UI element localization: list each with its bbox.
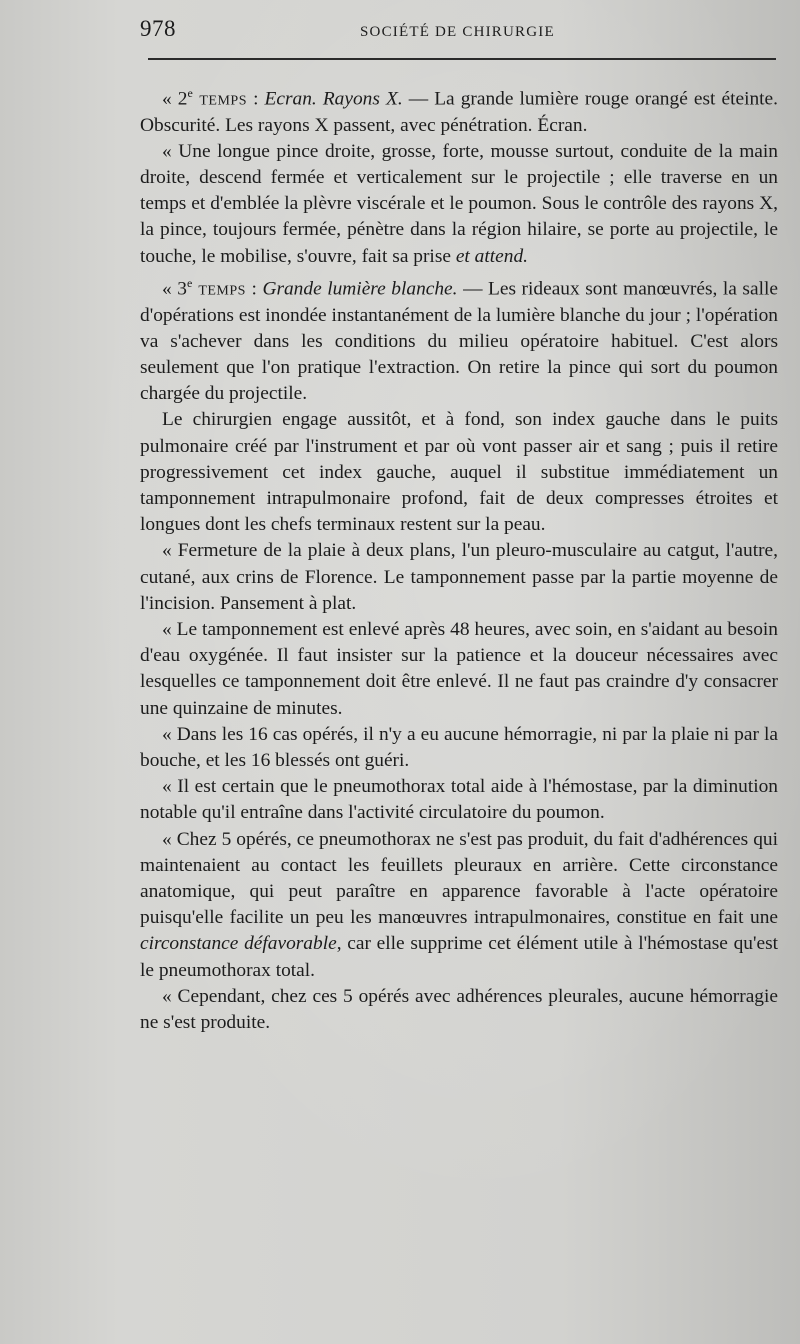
paragraph-tamponade-removal: « Le tamponnement est enlevé après 48 heures, avec soin, en s'aidant au besoin d'eau oxygénée. Il faut insister sur la patience et la douceur nécessaires avec lesquelles ce tamponnement doit être enlevé. Il ne faut pas craindre d'y consacrer une quinzaine de minutes.: [140, 619, 778, 719]
paragraph-forceps: « Une longue pince droite, grosse, forte, mousse surtout, conduite de la main droite, descend fermée et verticalement sur le projectile ; elle traverse en un temps et d'emblée la plèvre viscérale et le poumon. Sous le contrôle des rayons X, la pince, toujours fermée, pénètre dans la région hilaire, se porte au projectile, le touche, le mobilise, s'ouvre, fait sa prise et attend.: [140, 140, 778, 267]
paragraph-results: « Dans les 16 cas opérés, il n'y a eu aucune hémorragie, ni par la plaie ni par la bouche, et les 16 blessés ont guéri.: [140, 723, 778, 772]
paragraph-second-step: « 2e temps : Ecran. Rayons X. — La grande lumière rouge orangé est éteinte. Obscurité. Les rayons X passent, avec pénétration. Écran.: [140, 86, 779, 136]
running-title: SOCIÉTÉ DE CHIRURGIE: [360, 24, 555, 40]
page-header: [140, 14, 780, 48]
page-number: 978: [140, 16, 176, 41]
paragraph-third-step: « 3e temps : Grande lumière blanche. — Les rideaux sont manœuvrés, la salle d'opérations est inondée instantanément de la lumière blanche du jour ; l'opération va s'achever dans les conditions du milieu opératoire habituel. C'est alors seulement que l'on pratique l'extraction. On retire la pince qui sort du poumon chargée du projectile.: [140, 275, 778, 405]
body-text: [140, 80, 778, 1036]
paragraph-adhesions: « Chez 5 opérés, ce pneumothorax ne s'est pas produit, du fait d'adhérences qui maintenaient au contact les feuillets pleuraux en arrière. Cette circonstance anatomique, qui peut paraître en apparence favorable à l'acte opératoire puisqu'elle facilite un peu les manœuvres intrapulmonaires, constitue en fait une circonstance défavorable, car elle supprime cet élément utile à l'hémostase qu'est le pneumothorax total.: [140, 828, 778, 981]
paragraph-closure: « Fermeture de la plaie à deux plans, l'un pleuro-musculaire au catgut, l'autre, cutané, aux crins de Florence. Le tamponnement passe par la partie moyenne de l'incision. Pansement à plat.: [140, 540, 778, 614]
paragraph-conclusion: « Cependant, chez ces 5 opérés avec adhérences pleurales, aucune hémorragie ne s'est produite.: [140, 985, 778, 1034]
paragraph-surgeon: Le chirurgien engage aussitôt, et à fond, son index gauche dans le puits pulmonaire créé par l'instrument et par où vont passer air et sang ; puis il retire progressivement cet index gauche, auquel il substitue immédiatement un tamponnement intrapulmonaire profond, fait de deux compresses étroites et longues dont les chefs terminaux restent sur la peau.: [140, 409, 778, 536]
header-rule: [148, 58, 776, 60]
paragraph-pneumothorax: « Il est certain que le pneumothorax total aide à l'hémostase, par la diminution notable qu'il entraîne dans l'activité circulatoire du poumon.: [140, 776, 778, 824]
